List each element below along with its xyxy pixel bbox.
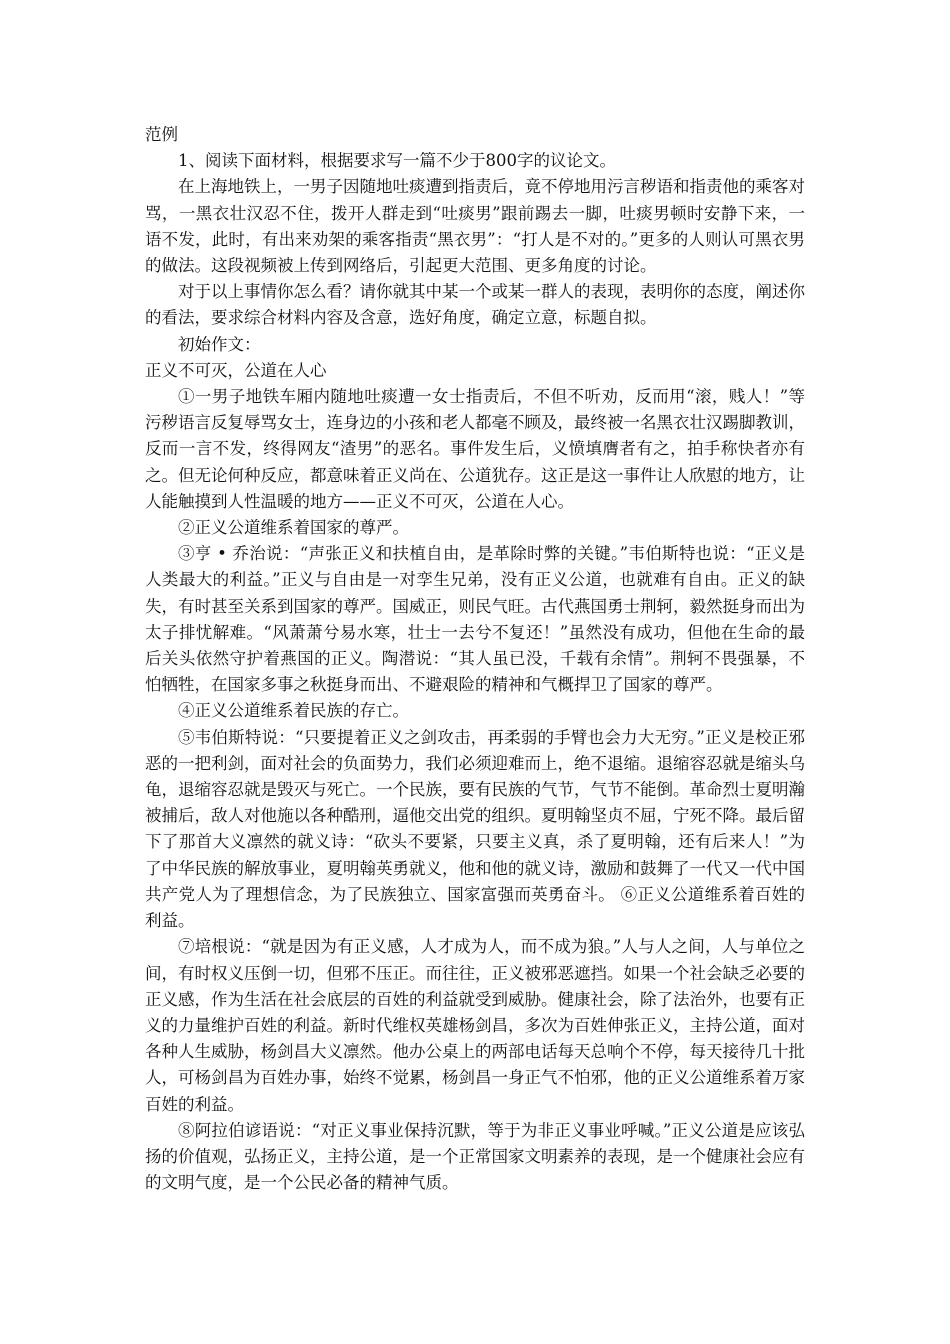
essay-paragraph-3: ③亨 • 乔治说：“声张正义和扶植自由，是革除时弊的关键。”韦伯斯特也说：“正义是人类最大的利益。”正义与自由是一对孪生兄弟，没有正义公道，也就难有自由。正义的缺失，有时甚至关系到国家的尊严。国威正，则民气旺。古代燕国勇士荆轲，毅然挺身而出为太子排忧解难。“风萧萧兮易水寒，壮士一去兮不复还！”虽然没有成功，但他在生命的最后关头依然守护着燕国的正义。陶潜说：“其人虽已没，千载有余情”。荆轲不畏强暴，不怕牺牲，在国家多事之秋挺身而出、不避艰险的精神和气概捍卫了国家的尊严。 [145, 544, 805, 695]
prompt-instruction: 1、阅读下面材料，根据要求写一篇不少于800字的议论文。 [178, 151, 616, 171]
prompt-question: 对于以上事情你怎么看？请你就其中某一个或某一群人的表现，表明你的态度，阐述你的看法，要求综合材料内容及含意，选好角度，确定立意，标题自拟。 [145, 282, 805, 328]
essay-paragraph-1: ①一男子地铁车厢内随地吐痰遭一女士指责后，不但不听劝，反而用“滚，贱人！”等污秽语言反复辱骂女士，连身边的小孩和老人都毫不顾及，最终被一名黑衣壮汉踢脚教训，反而一言不发，终得网友“渣男”的恶名。事件发生后，义愤填膺者有之，拍手称快者亦有之。但无论何种反应，都意味着正义尚在、公道犹存。这正是这一事件让人欣慰的地方，让人能触摸到人性温暖的地方——正义不可灭，公道在人心。 [145, 387, 805, 511]
essay-title: 正义不可灭，公道在人心 [145, 360, 327, 380]
document-page [145, 122, 805, 1196]
material-paragraph: 在上海地铁上，一男子因随地吐痰遭到指责后，竟不停地用污言秽语和指责他的乘客对骂，一黑衣壮汉忍不住，拨开人群走到“吐痰男”跟前踢去一脚，吐痰男顿时安静下来，一语不发，此时，有出来劝架的乘客指责“黑衣男”：“打人是不对的。”更多的人则认可黑衣男的做法。这段视频被上传到网络后，引起更大范围、更多角度的讨论。 [145, 177, 805, 276]
essay-paragraph-7: ⑦培根说：“就是因为有正义感，人才成为人，而不成为狼。”人与人之间，人与单位之间，有时权义压倒一切，但邪不压正。而往往，正义被邪恶遮挡。如果一个社会缺乏必要的正义感，作为生活在社会底层的百姓的利益就受到威胁。健康社会，除了法治外，也要有正义的力量维护百姓的利益。新时代维权英雄杨剑昌，多次为百姓伸张正义，主持公道，面对各种人生威胁，杨剑昌大义凛然。他办公桌上的两部电话每天总响个不停，每天接待几十批人，可杨剑昌为百姓办事，始终不觉累，杨剑昌一身正气不怕邪，他的正义公道维系着万家百姓的利益。 [145, 937, 805, 1114]
essay-paragraph-4: ④正义公道维系着民族的存亡。 [178, 701, 409, 721]
document-heading: 范例 [145, 125, 178, 144]
essay-paragraph-8: ⑧阿拉伯谚语说：“对正义事业保持沉默，等于为非正义事业呼喊。”正义公道是应该弘扬的价值观，弘扬正义，主持公道，是一个正常国家文明素养的表现，是一个健康社会应有的文明气度，是一个公民必备的精神气质。 [145, 1120, 805, 1193]
essay-paragraph-5-6: ⑤韦伯斯特说：“只要提着正义之剑攻击，再柔弱的手臂也会力大无穷。”正义是校正邪恶的一把利剑，面对社会的负面势力，我们必须迎难而上，绝不退缩。退缩容忍就是缩头乌龟，退缩容忍就是毁灭与死亡。一个民族，要有民族的气节，气节不能倒。革命烈士夏明瀚被捕后，敌人对他施以各种酷刑，逼他交出党的组织。夏明翰坚贞不屈，宁死不降。最后留下了那首大义凛然的就义诗：“砍头不要紧，只要主义真，杀了夏明翰，还有后来人！”为了中华民族的解放事业，夏明翰英勇就义，他和他的就义诗，激励和鼓舞了一代又一代中国共产党人为了理想信念，为了民族独立、国家富强而英勇奋斗。 ⑥正义公道维系着百姓的利益。 [145, 727, 805, 931]
essay-paragraph-2: ②正义公道维系着国家的尊严。 [178, 518, 409, 538]
draft-label: 初始作文： [178, 334, 261, 354]
